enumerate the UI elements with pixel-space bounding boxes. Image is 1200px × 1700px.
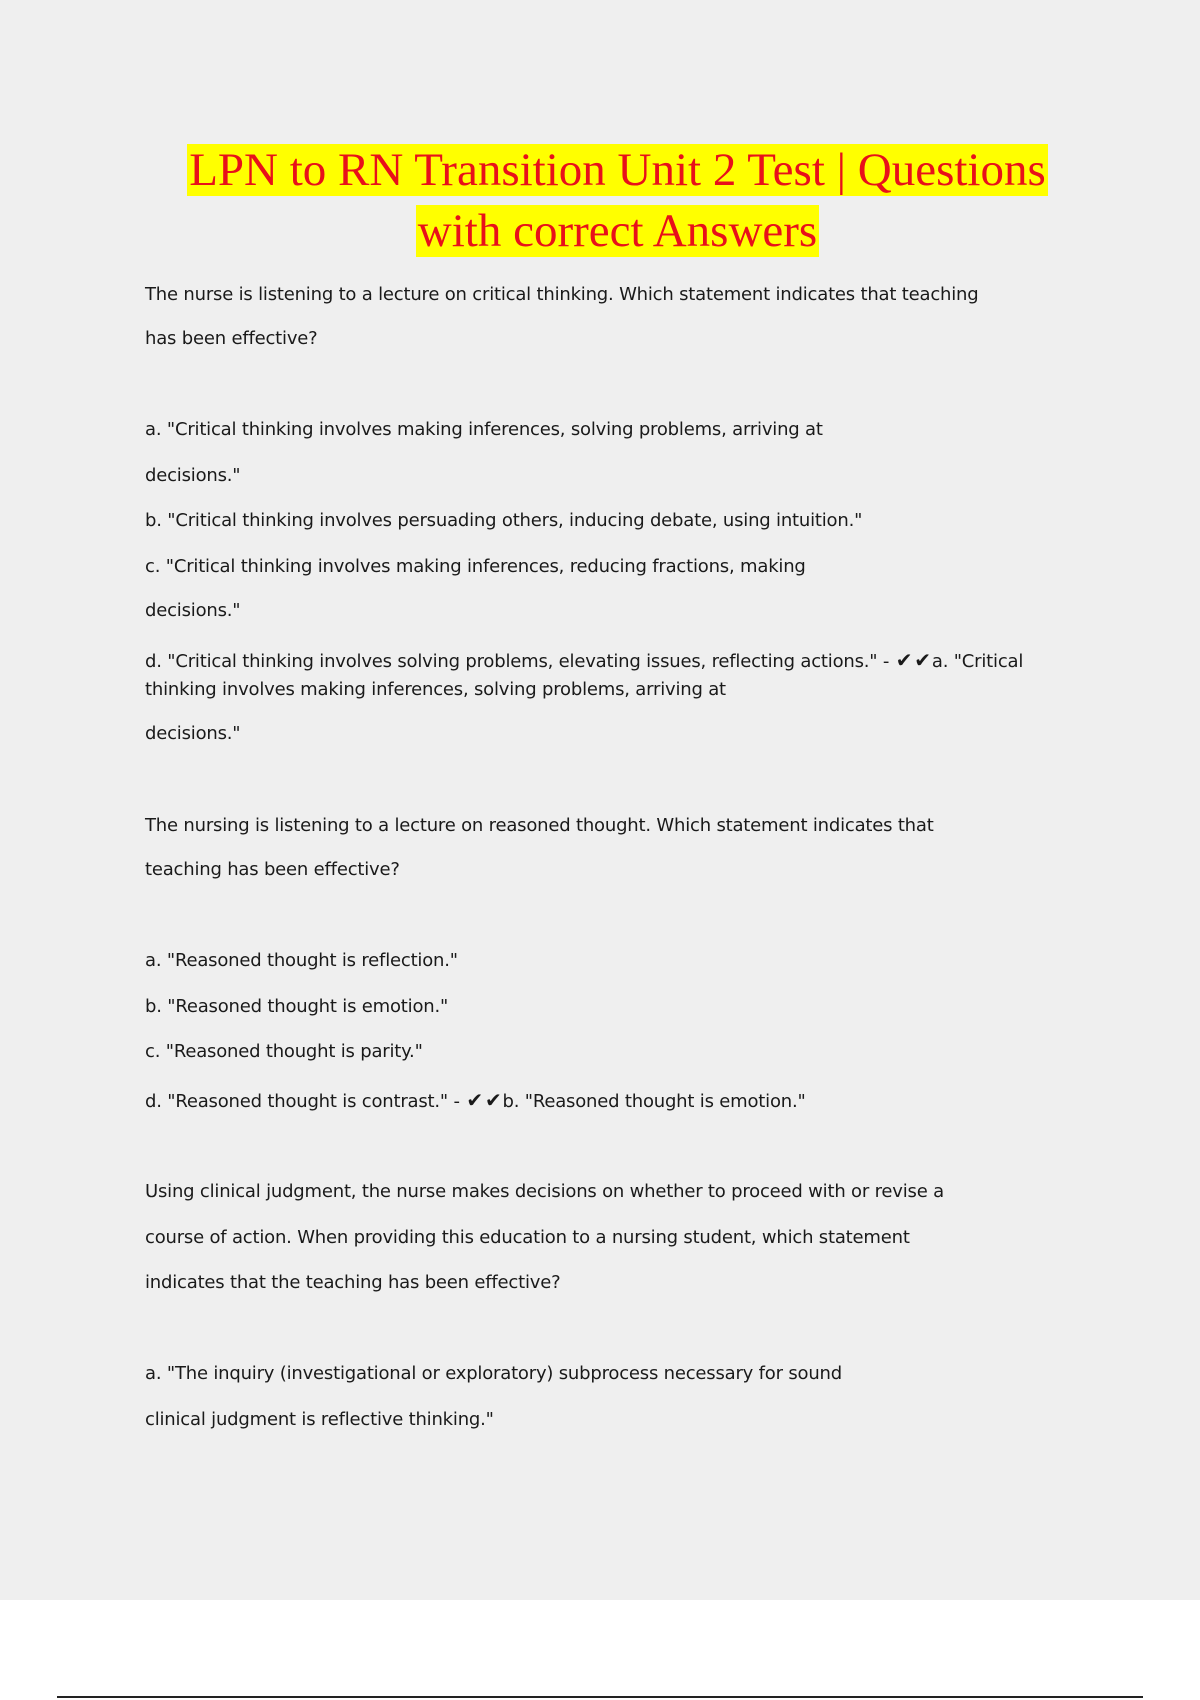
q2-option-c: c. "Reasoned thought is parity." [145, 1041, 423, 1062]
q1-answer-inline: a. "Critical [931, 651, 1024, 672]
q1-option-a-line-2: decisions." [145, 465, 241, 486]
q1-stem-line-1: The nurse is listening to a lecture on critical thinking. Which statement indicates that teaching [145, 284, 979, 305]
q1-answer-line-2: thinking involves making inferences, solving problems, arriving at [145, 679, 726, 700]
q3-option-a-line-2: clinical judgment is reflective thinking." [145, 1409, 494, 1430]
q2-option-a: a. "Reasoned thought is reflection." [145, 950, 458, 971]
q1-option-b: b. "Critical thinking involves persuading others, inducing debate, using intuition." [145, 510, 863, 531]
q2-stem-line-1: The nursing is listening to a lecture on reasoned thought. Which statement indicates that [145, 815, 934, 836]
q1-stem-line-2: has been effective? [145, 328, 318, 349]
q2-option-d: d. "Reasoned thought is contrast." - [145, 1091, 460, 1112]
q1-option-c-line-2: decisions." [145, 600, 241, 621]
q2-option-d-line [145, 1088, 806, 1112]
q1-option-d-line [145, 648, 1023, 672]
q3-stem-line-1: Using clinical judgment, the nurse makes decisions on whether to proceed with or revise a [145, 1181, 944, 1202]
q3-option-a-line-1: a. "The inquiry (investigational or exploratory) subprocess necessary for sound [145, 1363, 842, 1384]
document-title [100, 140, 1135, 262]
q1-answer-line-3: decisions." [145, 723, 241, 744]
q3-stem-line-2: course of action. When providing this education to a nursing student, which statement [145, 1227, 910, 1248]
check-mark-icon: ✔ [914, 648, 931, 672]
q2-answer: b. "Reasoned thought is emotion." [502, 1091, 806, 1112]
title-line-1: LPN to RN Transition Unit 2 Test | Questions [189, 144, 1046, 196]
check-mark-icon: ✔ [466, 1088, 483, 1112]
check-mark-icon: ✔ [484, 1088, 502, 1112]
q2-stem-line-2: teaching has been effective? [145, 859, 400, 880]
q2-option-b: b. "Reasoned thought is emotion." [145, 996, 449, 1017]
q3-stem-line-3: indicates that the teaching has been effective? [145, 1272, 561, 1293]
footer-divider [57, 1696, 1143, 1698]
q1-option-a-line-1: a. "Critical thinking involves making inferences, solving problems, arriving at [145, 419, 823, 440]
q1-option-d: d. "Critical thinking involves solving problems, elevating issues, reflecting actions." - [145, 651, 890, 672]
q1-option-c-line-1: c. "Critical thinking involves making inferences, reducing fractions, making [145, 556, 806, 577]
check-mark-icon: ✔ [895, 648, 913, 672]
title-line-2: with correct Answers [417, 205, 818, 257]
